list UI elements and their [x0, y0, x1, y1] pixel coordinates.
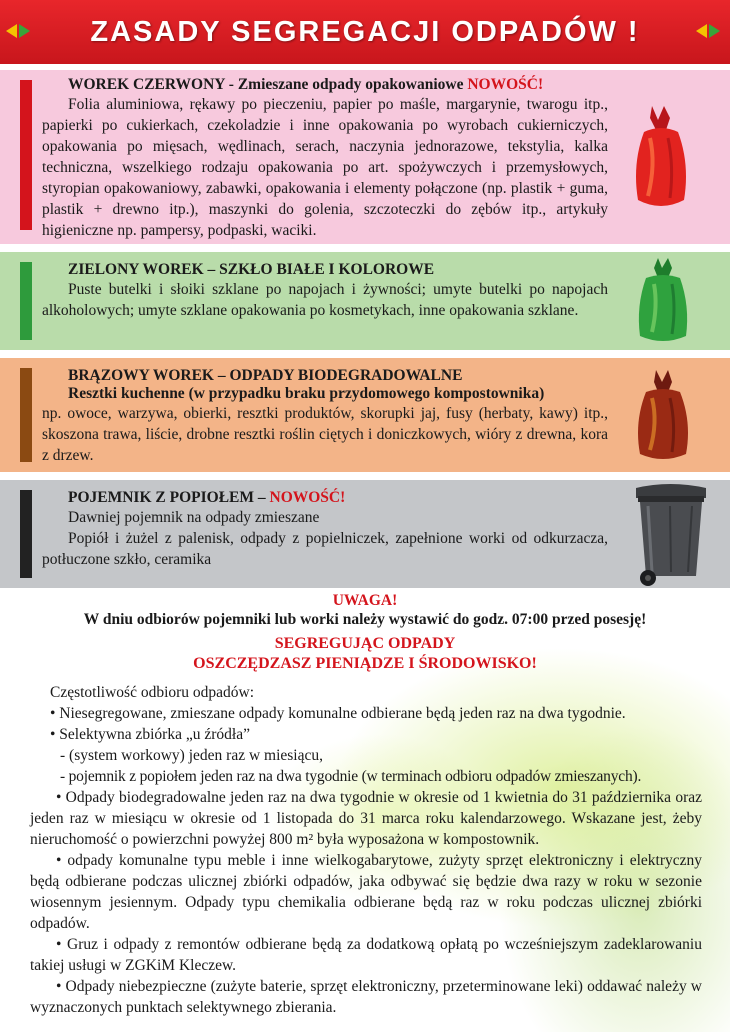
brown-section-text: np. owoce, warzywa, obierki, resztki produktów, skorupki jaj, fusy (herbaty, kawy) itp., skoszona trawa, liście, drobne resztki roślin ciętych i doniczkowych, wióry z drewna, kora z drzew. [42, 405, 608, 464]
green-marker-bar [20, 262, 32, 340]
arrows-left-icon [6, 24, 34, 40]
red-bag-image [630, 104, 692, 214]
red-marker-bar [20, 80, 32, 230]
brown-section-title: BRĄZOWY WOREK – ODPADY BIODEGRADOWALNE [68, 367, 463, 384]
frequency-item-2b: - pojemnik z popiołem jeden raz na dwa tygodnie (w terminach odbioru odpadów zmieszanych). [60, 768, 642, 785]
red-section-title: WOREK CZERWONY - Zmieszane odpady opakowaniowe [68, 76, 464, 93]
green-bag-image [632, 256, 694, 346]
arrows-right-icon [696, 24, 724, 40]
green-section-text: Puste butelki i słoiki szklane po napojach i żywności; umyte butelki po napojach alkoholowych; umyte szklane opakowania po kosmetykach, inne opakowania szklane. [42, 281, 608, 319]
slogan-line-1: SEGREGUJĄC ODPADY [274, 635, 456, 652]
brown-section-subtitle: Resztki kuchenne (w przypadku braku przydomowego kompostownika) [68, 385, 545, 402]
warning-heading: UWAGA! [332, 592, 398, 609]
ash-bin-section [0, 480, 730, 588]
brown-bag-section [0, 358, 730, 472]
frequency-item-1: • Niesegregowane, zmieszane odpady komunalne odbierane będą jeden raz na dwa tygodnie. [50, 705, 626, 722]
page-title: ZASADY SEGREGACJI ODPADÓW ! [90, 15, 640, 48]
frequency-item-3: • Odpady biodegradowalne jeden raz na dwa tygodnie w okresie od 1 kwietnia do 31 października oraz jeden raz w miesiącu w okresie od 1 listopada do 31 marca roku kalendarzowego. Wskazane jest, żeby nieruchomość o powierzchni powyżej 800 m² była wyposażona w kompostownik. [30, 789, 702, 848]
header-divider [0, 64, 730, 67]
gray-new-badge: NOWOŚĆ! [269, 489, 346, 506]
frequency-item-2: • Selektywna zbiórka „u źródła” [50, 726, 250, 743]
brown-marker-bar [20, 368, 32, 462]
gray-section-title: POJEMNIK Z POPIOŁEM – [68, 489, 266, 506]
green-section-title: ZIELONY WOREK – SZKŁO BIAŁE I KOLOROWE [68, 261, 435, 278]
gray-section-text: Popiół i żużel z palenisk, odpady z popielniczek, zapełnione worki od odkurzacza, potłuczone szkło, ceramika [42, 530, 608, 568]
black-marker-bar [20, 490, 32, 578]
frequency-item-5: • Gruz i odpady z remontów odbierane będą za dodatkową opłatą po wcześniejszym zadeklarowaniu takiej usługi w ZGKiM Kleczew. [30, 936, 702, 974]
info-section [0, 588, 730, 1032]
brown-bag-image [632, 368, 694, 464]
pickup-notice: W dniu odbiorów pojemniki lub worki należy wystawić do godz. 07:00 przed posesję! [83, 611, 647, 628]
frequency-list [30, 682, 702, 1018]
frequency-item-4: • odpady komunalne typu meble i inne wielkogabarytowe, zużyty sprzęt elektroniczny i elektryczny będą odbierane podczas ulicznej zbiórki odpadów, jaka odbywać się będzie dwa razy w roku w sezonie wiosennym jesiennym. Odpady typu chemikalia odbierane będą raz w roku podczas ulicznej zbiórki odpadów. [30, 852, 702, 932]
frequency-item-6: • Odpady niebezpieczne (zużyte baterie, sprzęt elektroniczny, przeterminowane leki) oddawać należy w wyznaczonych punktach selektywnego zbierania. [30, 978, 702, 1016]
gray-section-title-line [42, 489, 608, 507]
red-section-text: Folia aluminiowa, rękawy po pieczeniu, papier po maśle, margarynie, twarogu itp., papierki po cukierkach, czekoladzie i inne opakowania po wyrobach cukierniczych, opakowania po mięsach, wędlinach, serach, naczynia jednorazowe, tekstylia, kalka techniczna, wszelkiego rodzaju opakowania po art. spożywczych i przemysłowych, styropian opakowaniowy, zabawki, opakowania i elementy połączone (np. plastik + guma, plastik + drewno itp.), maszynki do golenia, szczoteczki do zębów itp., artykuły higieniczne np. pampersy, podpaski, waciki. [42, 96, 608, 239]
header-banner [0, 0, 730, 64]
red-new-badge: NOWOŚĆ! [467, 76, 544, 93]
trash-bin-image [630, 480, 712, 588]
red-bag-section [0, 70, 730, 244]
frequency-item-2a: - (system workowy) jeden raz w miesiącu, [60, 747, 323, 764]
green-bag-section [0, 252, 730, 350]
slogan-line-2: OSZCZĘDZASZ PIENIĄDZE I ŚRODOWISKO! [193, 655, 537, 672]
gray-section-subtitle: Dawniej pojemnik na odpady zmieszane [68, 509, 320, 526]
red-section-title-line [42, 76, 608, 94]
frequency-heading: Częstotliwość odbioru odpadów: [50, 684, 255, 701]
